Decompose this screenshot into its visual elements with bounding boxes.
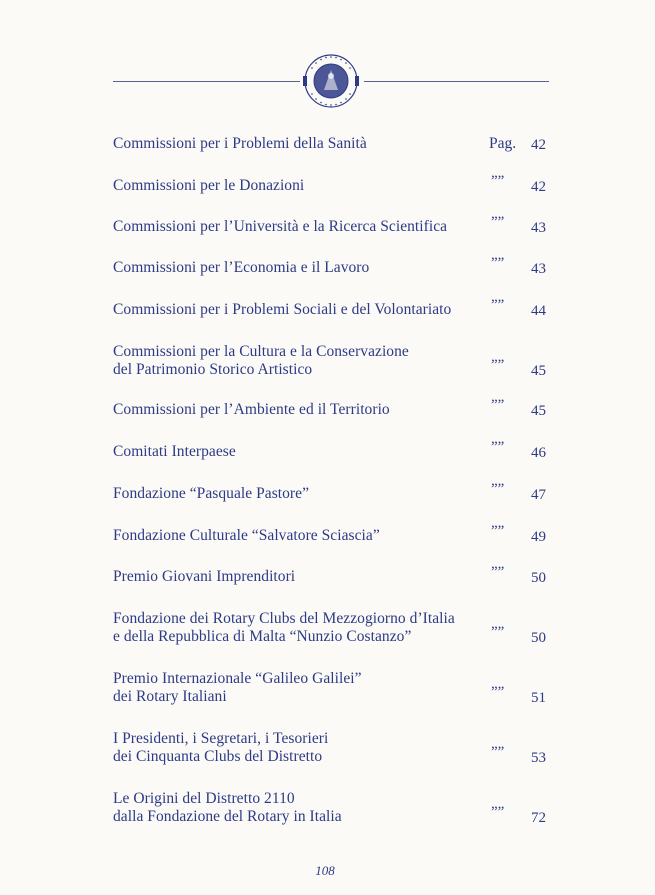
toc-entry-title: Commissioni per i Problemi Sociali e del Volontariato <box>113 301 452 318</box>
toc-entry-page: 45 <box>531 403 546 419</box>
toc-entry-page: 42 <box>531 137 546 153</box>
toc-entry-title: Commissioni per l’Università e la Ricerca Scientifica <box>113 218 448 235</box>
toc-entry-title: dei Cinquanta Clubs del Distretto <box>113 748 323 765</box>
ditto-mark: ”” <box>491 684 505 700</box>
ditto-mark: ”” <box>491 357 505 373</box>
toc-entry-page: 50 <box>531 570 546 586</box>
ditto-mark: ”” <box>491 564 505 580</box>
toc-entry-title: Commissioni per i Problemi della Sanità <box>113 135 367 152</box>
toc-entry-page: 72 <box>531 810 546 826</box>
toc-entry-title: dei Rotary Italiani <box>113 688 227 705</box>
toc-entry-title: Le Origini del Distretto 2110 <box>113 790 295 807</box>
ditto-mark: ”” <box>491 439 505 455</box>
ditto-mark: ”” <box>491 481 505 497</box>
ditto-mark: ”” <box>491 624 505 640</box>
toc-entry-page: 44 <box>531 303 546 319</box>
toc-entry-page: 53 <box>531 750 546 766</box>
toc-entry-page: 49 <box>531 529 546 545</box>
toc-entry-title: Premio Giovani Imprenditori <box>113 568 296 585</box>
header-rule-right <box>364 81 549 82</box>
toc-entry-page: 45 <box>531 363 546 379</box>
toc-entry-title: I Presidenti, i Segretari, i Tesorieri <box>113 730 329 747</box>
toc-entry-page: 43 <box>531 220 546 236</box>
header-rule-left <box>113 81 300 82</box>
toc-entry-title: del Patrimonio Storico Artistico <box>113 361 313 378</box>
toc-entry-title: Commissioni per l’Ambiente ed il Territorio <box>113 401 390 418</box>
toc-entry-page: 50 <box>531 630 546 646</box>
toc-entry-page: 47 <box>531 487 546 503</box>
toc-entry-title: Fondazione Culturale “Salvatore Sciascia” <box>113 527 380 544</box>
pag-label: Pag. <box>489 135 517 152</box>
toc-entry-page: 43 <box>531 261 546 277</box>
ditto-mark: ”” <box>491 804 505 820</box>
toc-entry-title: Premio Internazionale “Galileo Galilei” <box>113 670 362 687</box>
toc-entry-title: Commissioni per le Donazioni <box>113 177 305 194</box>
ditto-mark: ”” <box>491 173 505 189</box>
toc-entry-page: 51 <box>531 690 546 706</box>
ditto-mark: ”” <box>491 397 505 413</box>
toc-entry-title: Commissioni per l’Economia e il Lavoro <box>113 259 370 276</box>
rotary-emblem <box>298 52 364 110</box>
toc-entry-title: dalla Fondazione del Rotary in Italia <box>113 808 342 825</box>
ditto-mark: ”” <box>491 523 505 539</box>
toc-entry-title: Commissioni per la Cultura e la Conservazione <box>113 343 409 360</box>
toc-entry-title: e della Repubblica di Malta “Nunzio Costanzo” <box>113 628 412 645</box>
toc-entry-title: Fondazione dei Rotary Clubs del Mezzogiorno d’Italia <box>113 610 455 627</box>
ditto-mark: ”” <box>491 744 505 760</box>
ditto-mark: ”” <box>491 255 505 271</box>
toc-entry-title: Fondazione “Pasquale Pastore” <box>113 485 310 502</box>
ditto-mark: ”” <box>491 214 505 230</box>
toc-entry-page: 42 <box>531 179 546 195</box>
toc-entry-title: Comitati Interpaese <box>113 443 236 460</box>
ditto-mark: ”” <box>491 297 505 313</box>
toc-entry-page: 46 <box>531 445 546 461</box>
page-number: 108 <box>315 863 335 878</box>
